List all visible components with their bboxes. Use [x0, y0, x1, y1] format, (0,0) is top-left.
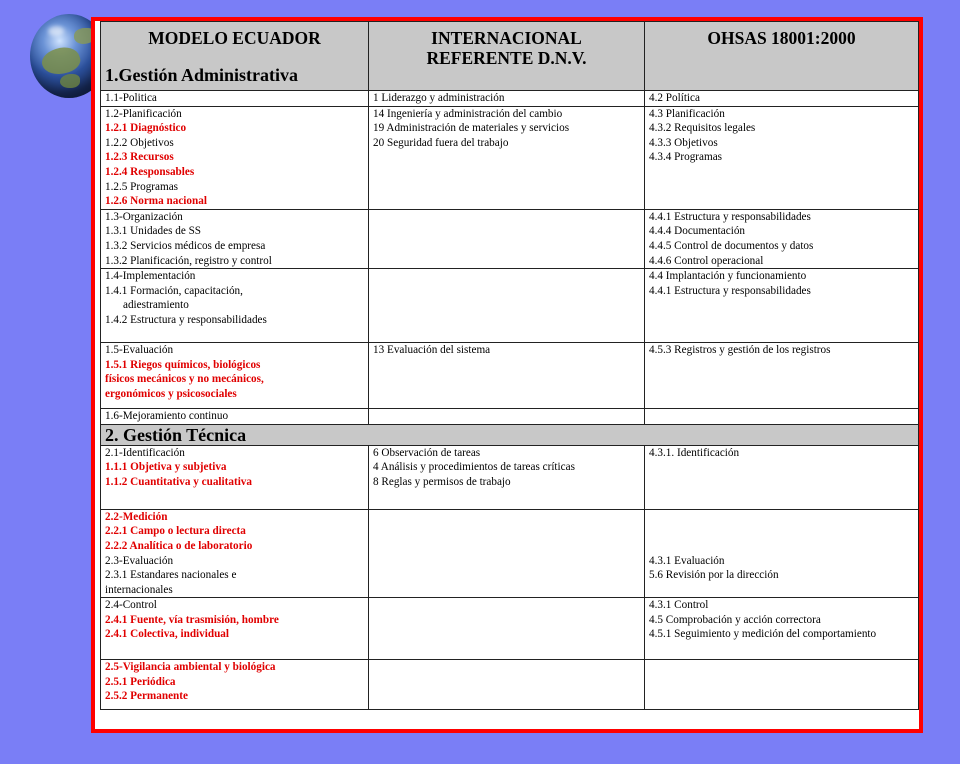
- section2-header-row: [101, 424, 919, 445]
- table-cell-c3: [645, 269, 919, 343]
- header-ohsas: [645, 22, 919, 91]
- table-container: [95, 21, 919, 729]
- table-cell-c3: [645, 598, 919, 660]
- cell-text: 1.2.4 Responsables: [105, 165, 195, 178]
- table-cell-c2: [369, 660, 645, 710]
- cell-text: 1.2.5 Programas: [105, 180, 179, 193]
- cell-text: 14 Ingeniería y administración del cambio: [373, 107, 563, 120]
- cell-text: 1.4.1 Formación, capacitación,: [105, 284, 243, 297]
- cell-text: 1.4-Implementación: [105, 270, 196, 283]
- cell-text: 1.3-Organización: [105, 210, 183, 223]
- table-cell-c3: [645, 343, 919, 409]
- table-cell-c2: [369, 106, 645, 209]
- table-cell-c1: [101, 509, 369, 598]
- table-cell-c2: [369, 269, 645, 343]
- table-cell-c1: [101, 409, 369, 425]
- cell-text: 1.6-Mejoramiento continuo: [105, 410, 229, 423]
- cell-text: 2.5.2 Permanente: [105, 690, 188, 703]
- cell-text: 4.5 Comprobación y acción correctora: [649, 613, 821, 626]
- cell-text: 1.2.1 Diagnóstico: [105, 122, 187, 135]
- cell-text: 1.1-Politica: [105, 92, 157, 104]
- cell-text: 4.3.1 Control: [649, 599, 709, 612]
- cell-text: 4.4.1 Estructura y responsabilidades: [649, 284, 811, 297]
- table-row: [101, 269, 919, 343]
- cell-text: 4.3.4 Programas: [649, 151, 723, 164]
- table-cell-c1: [101, 660, 369, 710]
- table-cell-c2: [369, 509, 645, 598]
- cell-text: 2.4.1 Fuente, vía trasmisión, hombre: [105, 613, 279, 626]
- header-internacional: [369, 22, 645, 91]
- table-row: [101, 409, 919, 425]
- cell-text: 19 Administración de materiales y servicios: [373, 122, 570, 135]
- cell-text: 4.4 Implantación y funcionamiento: [649, 270, 807, 283]
- table-row: [101, 660, 919, 710]
- table-cell-c1: [101, 343, 369, 409]
- cell-text: 2.2.1 Campo o lectura directa: [105, 525, 246, 538]
- table-cell-c1: [101, 209, 369, 268]
- cell-text: 1 Liderazgo y administración: [373, 92, 505, 104]
- table-cell-c2: [369, 209, 645, 268]
- cell-text: 1.3.2 Planificación, registro y control: [105, 254, 272, 267]
- cell-text: [649, 524, 914, 539]
- table-row: [101, 91, 919, 107]
- cell-text: 4.4.1 Estructura y responsabilidades: [649, 210, 811, 223]
- cell-text: 8 Reglas y permisos de trabajo: [373, 475, 511, 488]
- section2-title: 2. Gestión Técnica: [101, 424, 919, 445]
- cell-text: 1.1.2 Cuantitativa y cualitativa: [105, 475, 252, 488]
- cell-text: [649, 539, 914, 554]
- table-cell-c2: [369, 445, 645, 509]
- table-cell-c3: [645, 209, 919, 268]
- table-row: [101, 598, 919, 660]
- table-row: [101, 445, 919, 509]
- cell-text: 2.5.1 Periódica: [105, 675, 176, 688]
- table-cell-c1: [101, 598, 369, 660]
- cell-text: 4.2 Política: [649, 92, 700, 104]
- cell-text: 1.2.2 Objetivos: [105, 136, 174, 149]
- cell-text: 1.3.1 Unidades de SS: [105, 225, 202, 238]
- cell-text: 4.3.1. Identificación: [649, 446, 740, 459]
- cell-text: físicos mecánicos y no mecánicos,: [105, 373, 264, 386]
- cell-text: 4.3 Planificación: [649, 107, 725, 120]
- cell-text: 1.2-Planificación: [105, 107, 182, 120]
- cell-text: 4.3.3 Objetivos: [649, 136, 718, 149]
- cell-text: 4.5.1 Seguimiento y medición del comportamiento: [649, 628, 877, 641]
- cell-text: ergonómicos y psicosociales: [105, 387, 237, 400]
- table-row: [101, 343, 919, 409]
- header-col2-line1: INTERNACIONAL: [431, 28, 582, 48]
- table-cell-c3: [645, 445, 919, 509]
- cell-text: 13 Evaluación del sistema: [373, 344, 491, 357]
- table-cell-c2: [369, 91, 645, 107]
- cell-text: 2.4.1 Colectiva, individual: [105, 628, 230, 641]
- cell-text: adiestramiento: [123, 299, 189, 312]
- header-col2-line2: REFERENTE D.N.V.: [426, 48, 587, 68]
- table-row: [101, 106, 919, 209]
- cell-text: 4.3.1 Evaluación: [649, 554, 725, 567]
- table-cell-c2: [369, 409, 645, 425]
- table-cell-c2: [369, 343, 645, 409]
- header-col3-title: OHSAS 18001:2000: [707, 28, 856, 48]
- cell-text: 2.1-Identificación: [105, 446, 185, 459]
- header-modelo-ecuador: [101, 22, 369, 91]
- comparison-table: [100, 21, 919, 710]
- cell-text: 4.4.4 Documentación: [649, 225, 746, 238]
- header-col1-title: MODELO ECUADOR: [148, 28, 321, 48]
- table-cell-c3: [645, 106, 919, 209]
- cell-text: 4.3.2 Requisitos legales: [649, 122, 756, 135]
- table-row: [101, 509, 919, 598]
- table-cell-c3: [645, 409, 919, 425]
- cell-text: 1.2.6 Norma nacional: [105, 195, 207, 208]
- cell-text: internacionales: [105, 583, 173, 596]
- table-cell-c3: [645, 509, 919, 598]
- cell-text: 1.5.1 Riegos químicos, biológicos: [105, 358, 261, 371]
- cell-text: 5.6 Revisión por la dirección: [649, 569, 779, 582]
- cell-text: 2.4-Control: [105, 599, 157, 612]
- table-cell-c1: [101, 445, 369, 509]
- cell-text: 4.4.6 Control operacional: [649, 254, 764, 267]
- cell-text: 2.3-Evaluación: [105, 554, 174, 567]
- table-cell-c3: [645, 660, 919, 710]
- cell-text: [649, 510, 914, 525]
- table-cell-c3: [645, 91, 919, 107]
- cell-text: 1.4.2 Estructura y responsabilidades: [105, 313, 267, 326]
- table-cell-c1: [101, 106, 369, 209]
- section1-title: 1.Gestión Administrativa: [105, 65, 299, 85]
- cell-text: 2.2.2 Analítica o de laboratorio: [105, 539, 253, 552]
- cell-text: 1.1.1 Objetiva y subjetiva: [105, 461, 227, 474]
- table-cell-c2: [369, 598, 645, 660]
- cell-text: 6 Observación de tareas: [373, 446, 481, 459]
- table-row: [101, 209, 919, 268]
- cell-text: 1.2.3 Recursos: [105, 151, 174, 164]
- cell-text: 1.3.2 Servicios médicos de empresa: [105, 239, 266, 252]
- cell-text: 4 Análisis y procedimientos de tareas críticas: [373, 461, 575, 474]
- cell-text: 2.3.1 Estandares nacionales e: [105, 569, 237, 582]
- table-frame: [91, 17, 923, 733]
- cell-text: 4.5.3 Registros y gestión de los registros: [649, 344, 831, 357]
- cell-text: 4.4.5 Control de documentos y datos: [649, 239, 814, 252]
- cell-text: 20 Seguridad fuera del trabajo: [373, 136, 509, 149]
- table-cell-c1: [101, 269, 369, 343]
- cell-text: 1.5-Evaluación: [105, 344, 174, 357]
- table-cell-c1: [101, 91, 369, 107]
- cell-text: 2.2-Medición: [105, 510, 168, 523]
- table-header-row: [101, 22, 919, 91]
- cell-text: 2.5-Vigilancia ambiental y biológica: [105, 661, 276, 674]
